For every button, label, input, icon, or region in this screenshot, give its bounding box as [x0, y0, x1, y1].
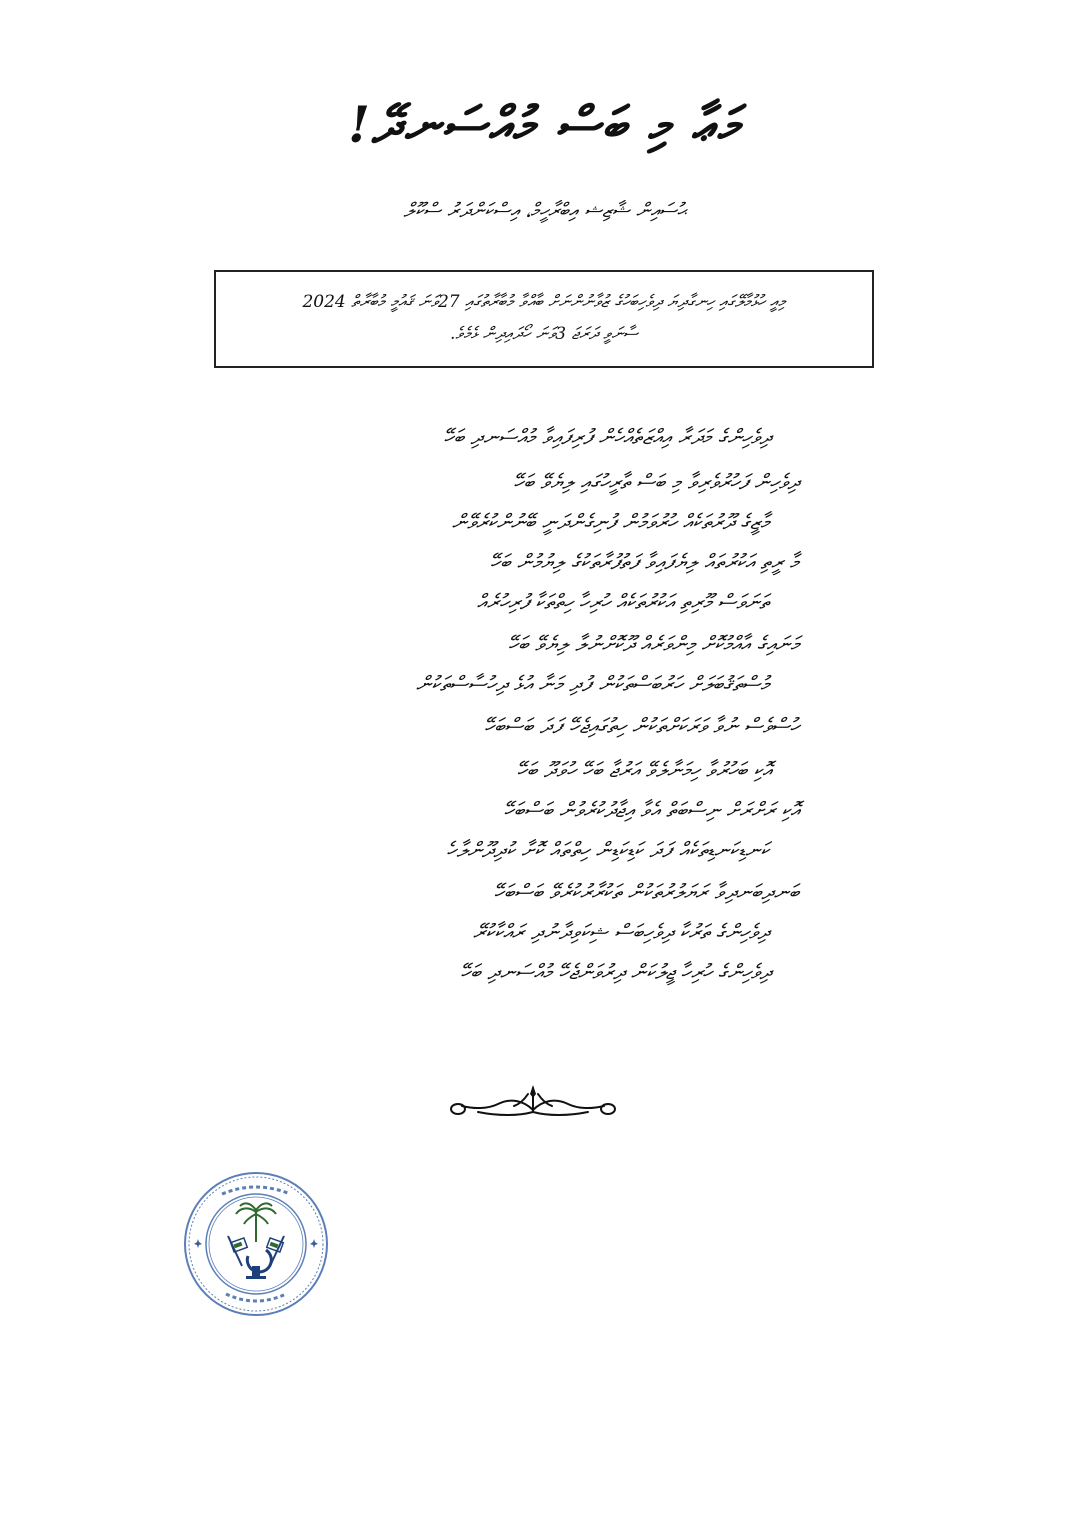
- notice-line-1: މިއީ ހުޅުމާލޭގައި ހިނގާދިޔަ ދިވެހިބަހުގެ ޒުވާނުންނަށް ބާއްވާ މުބާރާތުގައި 27ވަނަ ޤައުމީ މުބާރާތް 2024: [302, 292, 786, 312]
- verse-line: ދިވެހިންގެ ތަރުކާ ދިވެހިބަސް ޝިކަވިދާނުދި ރައްކާކުރޭ: [472, 920, 769, 944]
- verse-line: ހުސްވެސް ނުވާ ވަރަކަށްތަކުން ހިތުގައިޖެހޭ ފަދަ ބަސްބަހޭ: [484, 714, 799, 738]
- poem-author: ޙުސައިން ޝާޒިޝ އިބްރާހީމް، އިސްކަންދަރު ސްކޫލް: [403, 198, 686, 222]
- verse-line: ކަނޑިކަނޑިތަކެއް ފަދަ ކަޑިކަޑިން ހިތްތައް ކޮށާ ކުދިދޫންލާހެ: [446, 838, 769, 862]
- verse-line: މަނައިގެ އާއްމުކޮށް މިންވަރެއް ދޫކޮށްނުލާ ލިޔެވޭ ބަހޭ: [508, 632, 799, 656]
- ornament-divider-icon: [448, 1082, 618, 1122]
- verse-line: މާޒީގެ ދޫރުތަކެއް ހުރުވަމުން ފުނިގެންދަނީ ބޭނުންކުރެވޭން: [451, 510, 769, 534]
- verse-line: މުސްތަޤުބަލަށް ހަރުބަސްތަކުން ފުދި މަނާ އުޅެ ދިހުސާސްތަކުން: [416, 672, 769, 696]
- verse-line: މާ ރީތި އަކުރުތައް ލިޔެފައިވާ ފަތުފުރާތަކުގެ ލިޔުމުން ބަހޭ: [490, 550, 799, 574]
- verse-line: އޮކި ރަށްރަށް ނިސްބަތް އެވާ އިޖާދުކުރެވުން ބަސްބަހޭ: [503, 798, 799, 822]
- poem-title: މަޢާ މި ބަސް މުއްސަނދޭ!: [347, 95, 742, 154]
- verse-line: އޮކި ބަހުރުވާ ހިމަނާލެވޭ އަރުޖާ ބަހޭ ހުވަދޫ ބަހޭ: [516, 758, 771, 782]
- verse-line: ދިވެހިން ފަހުރުވެރިވާ މި ބަސް ތާރީހުގައި ލިޔެވޭ ބަހޭ: [513, 470, 799, 494]
- verse-line: ތަނަވަސް މޫރިތި އަކުރުތަކެއް ހުރިހާ ހިތްތަކާ ފުރިހުރެއް: [476, 590, 769, 614]
- notice-line-2: ސާނަވީ ދަރަޖަ 3ވަނަ ހޯދައިދިން ޅެމެވެ.: [449, 324, 639, 344]
- notice-box: [214, 270, 874, 368]
- verse-line: ދިވެހިންގެ މަދަރާ އިއްޒަތެއްހެން ފުރިފައިވާ މުއްސަނދި ބަހޭ: [443, 425, 771, 449]
- school-seal-icon: [182, 1170, 330, 1318]
- verse-line: ދިވެހިންގެ ހުރިހާ ޖީލުކަން ދިރުވަންޖެހޭ މުއްސަނދި ބަހޭ: [460, 960, 771, 984]
- verse-line: ބަނދިބަނދިވާ ރަޔަލުރުތަކުން ތަކުރާރުކުރެވޭ ބަސްބަހޭ: [494, 880, 799, 904]
